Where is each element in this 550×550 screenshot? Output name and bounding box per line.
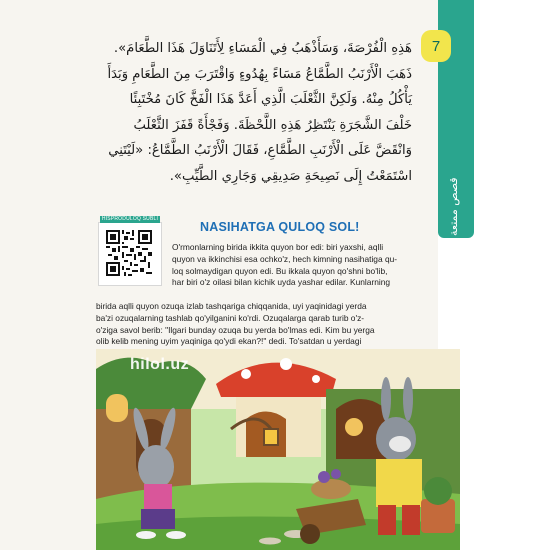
watermark-text: hilol.uz	[130, 356, 190, 373]
uzbek-line: loq solmaydigan quyon edi. Bu ikkala quyon qo'shni bo'lib,	[172, 265, 388, 276]
arabic-line: خَلْفَ الشَّجَرَةِ يَنْتَظِرُ هَذِهِ اللَّحْظَةَ. وَفَجْأَةً قَفَزَ الثَّعْلَبُ	[133, 117, 412, 133]
uzbek-line: ba'zi ozuqalarning tashlab qo'yilganini ko'rdi. Ozuqalarga qarab turib o'z-	[96, 312, 365, 323]
qr-code-icon	[106, 230, 152, 276]
uzbek-line: olib kelib mening uyim yaqiniga qo'ydi ekan?!" dedi. To'satdan u yerdagi	[96, 336, 362, 347]
story-title: NASIHATGA QULOQ SOL!	[200, 220, 360, 234]
story-illustration	[96, 349, 460, 550]
arabic-line: ذَهَبَ الْأَرْنَبُ الطَّمَّاعُ مَسَاءً بِهُدُوءٍ وَاقْتَرَبَ مِنَ الطَّعَامِ وَبَدَأَ	[107, 66, 412, 82]
arabic-story-text	[90, 36, 412, 190]
uzbek-line: o'ziga savol berib: "Ilgari bunday ozuqa bu yerda bo'lmas edi. Kim bu yerga	[96, 324, 375, 335]
arabic-line: اسْتَمَعْتُ إِلَى نَصِيحَةِ صَدِيقِي وَجَارِي الطَّيِّبِ».	[169, 168, 412, 184]
page-number: 7	[431, 37, 441, 55]
qr-code-label: HISPRODULOQ SUBLI	[101, 216, 159, 222]
page-right-margin	[474, 0, 550, 550]
uzbek-line: quyon va ikkinchisi esa ochko'z, hech kimning nasihatiga qu-	[172, 253, 398, 264]
arabic-line: يَأْكُلُ مِنْهُ. وَلَكِنَّ الثَّعْلَبَ الَّذِي أَعَدَّ هَذَا الْفَخَّ كَانَ مُخْتَبِئًا	[129, 92, 412, 108]
arabic-line: وَانْقَضَّ عَلَى الْأَرْنَبِ الطَّمَّاعِ، فَقَالَ الْأَرْنَبُ الطَّمَّاعُ: «لَيْتَنِي	[108, 143, 412, 159]
uzbek-line: O'rmonlarning birida ikkita quyon bor edi: biri yaxshi, aqlli	[172, 242, 384, 252]
section-tab-label: قصص ممتعة	[447, 177, 460, 236]
uzbek-line: birida aqlli quyon ozuqa izlab tashqariga chiqqanida, uyi yaqinidagi yerda	[96, 301, 367, 311]
uzbek-text-narrow	[172, 242, 420, 289]
arabic-line: هَذِهِ الْفُرْصَةَ، وَسَأَذْهَبُ فِي الْمَسَاءِ لِأَتَنَاوَلَ هَذَا الطَّعَامَ».	[113, 41, 412, 56]
page-number-badge	[421, 30, 451, 62]
uzbek-line: har biri o'z oilasi bilan kichik uyda yashar edilar. Kunlarning	[172, 277, 391, 288]
